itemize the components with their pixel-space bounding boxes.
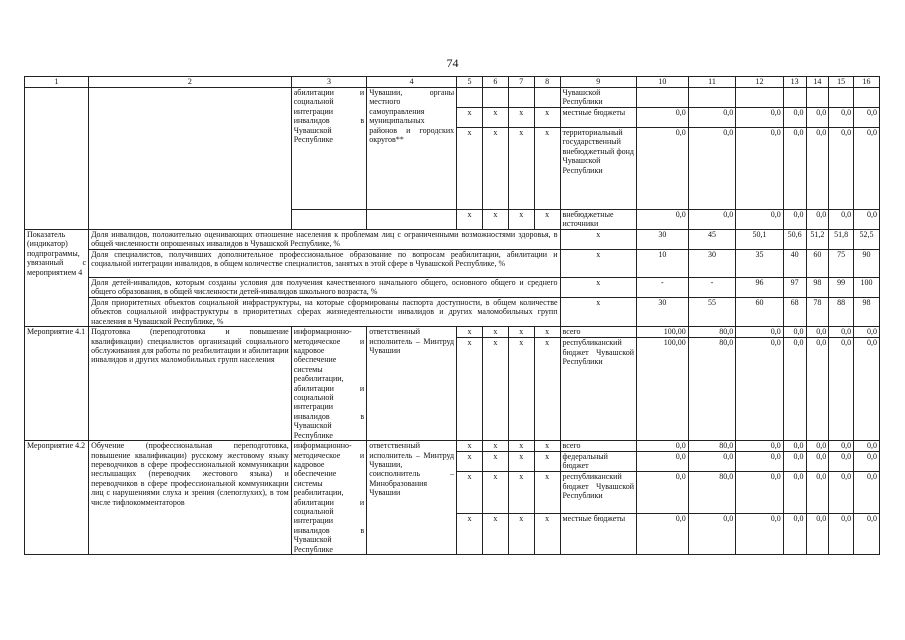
- value-cell: 0,0: [688, 128, 736, 210]
- funding-source: федеральный бюджет: [560, 451, 637, 472]
- value-cell: [688, 88, 736, 108]
- value-cell: 0,0: [829, 128, 854, 210]
- marker-cell: x: [534, 338, 560, 441]
- marker-cell: x: [534, 327, 560, 338]
- column-number-row: [25, 77, 880, 88]
- indicator-row: [25, 250, 880, 278]
- value-cell: 0,0: [854, 108, 880, 128]
- value-cell: 80,0: [688, 338, 736, 441]
- page-number: 74: [446, 56, 459, 70]
- indicator-value: 88: [829, 298, 854, 327]
- budget-table: [24, 76, 880, 555]
- indicator-text: Доля приоритетных объектов социальной инфраструктуры, на которые сформированы паспорта доступности, в общем количестве объектов социальной инфраструктуры в приоритетных сферах жизнедеятельности инвалидов и других маломобильных групп населения в Чувашской Республике, %: [89, 298, 560, 327]
- marker-cell: x: [534, 513, 560, 554]
- marker-cell: x: [534, 441, 560, 452]
- stub-empty: [25, 88, 89, 230]
- value-cell: [736, 88, 784, 108]
- marker-cell: x: [457, 441, 483, 452]
- marker-cell: x: [457, 338, 483, 441]
- funding-source: местные бюджеты: [560, 108, 637, 128]
- col-number: 1: [25, 77, 89, 88]
- col-number: 3: [291, 77, 366, 88]
- marker-cell: [457, 88, 483, 108]
- marker-cell: x: [534, 472, 560, 513]
- col-number: 15: [829, 77, 854, 88]
- value-cell: 0,0: [637, 472, 689, 513]
- indicator-value: 51,8: [829, 230, 854, 250]
- indicator-value: 45: [688, 230, 736, 250]
- value-cell: 0,0: [806, 451, 829, 472]
- indicator-value: 60: [736, 298, 784, 327]
- table-row: [25, 88, 880, 108]
- marker-cell: x: [508, 338, 534, 441]
- marker-cell: x: [508, 451, 534, 472]
- marker-cell: x: [508, 128, 534, 210]
- indicator-value: 52,5: [854, 230, 880, 250]
- value-cell: 0,0: [783, 108, 806, 128]
- marker-cell: [482, 88, 508, 108]
- value-cell: 0,0: [806, 108, 829, 128]
- indicator-text: Доля специалистов, получивших дополнительное профессиональное образование по вопросам реабилитации, абилитации и социальной интеграции инвалидов, в общем количестве специалистов, занятых в этой сфере в Чувашской Республике, %: [89, 250, 560, 278]
- funding-source: внебюджетные источники: [560, 210, 637, 230]
- marker-cell: [508, 88, 534, 108]
- col-number: 8: [534, 77, 560, 88]
- value-cell: 0,0: [829, 441, 854, 452]
- indicator-value: -: [688, 278, 736, 298]
- marker-cell: x: [508, 441, 534, 452]
- value-cell: 0,0: [829, 451, 854, 472]
- value-cell: 0,0: [736, 451, 784, 472]
- value-cell: 0,0: [736, 327, 784, 338]
- value-cell: 0,0: [829, 338, 854, 441]
- indicator-value: 78: [806, 298, 829, 327]
- measure-goal: информационно-методическое и кадровое обеспечение системы реабилитации, абилитации и социальной интеграции инвалидов в Чувашской Республике: [291, 327, 366, 441]
- indicator-value: 30: [637, 230, 689, 250]
- marker-cell: x: [560, 278, 637, 298]
- value-cell: 0,0: [736, 128, 784, 210]
- marker-cell: x: [482, 338, 508, 441]
- value-cell: 100,00: [637, 338, 689, 441]
- value-cell: 0,0: [637, 128, 689, 210]
- funding-source: республиканский бюджет Чувашской Республики: [560, 338, 637, 441]
- value-cell: 80,0: [688, 441, 736, 452]
- measure-row: [25, 441, 880, 452]
- marker-cell: x: [457, 108, 483, 128]
- value-cell: 0,0: [806, 210, 829, 230]
- indicator-row: [25, 298, 880, 327]
- value-cell: 0,0: [854, 472, 880, 513]
- col-number: 5: [457, 77, 483, 88]
- value-cell: 0,0: [854, 451, 880, 472]
- value-cell: 0,0: [854, 338, 880, 441]
- value-cell: 0,0: [688, 451, 736, 472]
- col-number: 4: [367, 77, 457, 88]
- indicator-value: 96: [736, 278, 784, 298]
- marker-cell: x: [457, 128, 483, 210]
- value-cell: 0,0: [783, 327, 806, 338]
- value-cell: 0,0: [637, 441, 689, 452]
- funding-source: Чувашской Республики: [560, 88, 637, 108]
- value-cell: 0,0: [806, 327, 829, 338]
- measure-label: Мероприятие 4.1: [25, 327, 89, 441]
- stub-empty: [89, 88, 292, 230]
- marker-cell: x: [508, 472, 534, 513]
- value-cell: 0,0: [783, 451, 806, 472]
- value-cell: 0,0: [829, 513, 854, 554]
- value-cell: 0,0: [806, 338, 829, 441]
- marker-cell: x: [534, 451, 560, 472]
- value-cell: 0,0: [637, 108, 689, 128]
- value-cell: 80,0: [688, 472, 736, 513]
- indicator-text: Доля инвалидов, положительно оценивающих отношение населения к проблемам лиц с ограниченными возможностями здоровья, в общей численности опрошенных инвалидов в Чувашской Республике, %: [89, 230, 560, 250]
- value-cell: 0,0: [736, 338, 784, 441]
- funding-source: местные бюджеты: [560, 513, 637, 554]
- indicator-value: 51,2: [806, 230, 829, 250]
- marker-cell: x: [457, 210, 483, 230]
- value-cell: 0,0: [783, 513, 806, 554]
- col-number: 6: [482, 77, 508, 88]
- marker-cell: x: [508, 327, 534, 338]
- indicator-value: 35: [736, 250, 784, 278]
- value-cell: 0,0: [736, 441, 784, 452]
- indicator-text: Доля детей-инвалидов, которым созданы условия для получения качественного начального общего, основного общего и среднего общего образования, в общей численности детей-инвалидов школьного возраста, %: [89, 278, 560, 298]
- value-cell: 0,0: [854, 128, 880, 210]
- indicator-value: 40: [783, 250, 806, 278]
- marker-cell: x: [560, 298, 637, 327]
- marker-cell: x: [457, 513, 483, 554]
- col-number: 2: [89, 77, 292, 88]
- col-number: 14: [806, 77, 829, 88]
- value-cell: 0,0: [854, 441, 880, 452]
- value-cell: 0,0: [806, 472, 829, 513]
- table-body: [25, 77, 880, 555]
- marker-cell: x: [508, 210, 534, 230]
- value-cell: 0,0: [688, 513, 736, 554]
- value-cell: 0,0: [688, 210, 736, 230]
- indicator-value: -: [637, 278, 689, 298]
- marker-cell: x: [560, 230, 637, 250]
- measure-name: Обучение (профессиональная переподготовка, повышение квалификации) русскому жестовому языку переводчиков в сфере профессиональной коммуникации неслышащих (переводчик жестового языка) и переводчиков в сфере профессиональной коммуникации лиц с нарушениями слуха и зрения (слепоглухих), в том числе тифлокомментаторов: [89, 441, 292, 555]
- marker-cell: x: [457, 451, 483, 472]
- measure-executor: ответственный исполнитель – Минтруд Чувашии: [367, 327, 457, 441]
- funding-source: всего: [560, 327, 637, 338]
- value-cell: 0,0: [783, 441, 806, 452]
- value-cell: [854, 88, 880, 108]
- marker-cell: x: [534, 108, 560, 128]
- measure-row: [25, 327, 880, 338]
- marker-cell: [534, 88, 560, 108]
- value-cell: 0,0: [637, 451, 689, 472]
- value-cell: 0,0: [637, 513, 689, 554]
- marker-cell: x: [457, 327, 483, 338]
- indicator-value: 30: [688, 250, 736, 278]
- value-cell: 0,0: [806, 441, 829, 452]
- value-cell: 0,0: [854, 210, 880, 230]
- value-cell: 0,0: [783, 128, 806, 210]
- value-cell: 0,0: [854, 327, 880, 338]
- marker-cell: x: [482, 327, 508, 338]
- marker-cell: x: [482, 210, 508, 230]
- value-cell: 0,0: [688, 108, 736, 128]
- value-cell: 0,0: [829, 108, 854, 128]
- value-cell: 0,0: [829, 327, 854, 338]
- value-cell: [637, 88, 689, 108]
- col-number: 16: [854, 77, 880, 88]
- col-number: 9: [560, 77, 637, 88]
- value-cell: 100,00: [637, 327, 689, 338]
- indicator-value: 75: [829, 250, 854, 278]
- indicator-value: 97: [783, 278, 806, 298]
- value-cell: 0,0: [829, 210, 854, 230]
- indicator-value: 90: [854, 250, 880, 278]
- measure-goal: информационно-методическое и кадровое обеспечение системы реабилитации, абилитации и социальной интеграции инвалидов в Чувашской Республике: [291, 441, 366, 555]
- indicator-value: 55: [688, 298, 736, 327]
- col-number: 12: [736, 77, 784, 88]
- marker-cell: x: [482, 451, 508, 472]
- value-cell: 0,0: [637, 210, 689, 230]
- value-cell: 0,0: [736, 210, 784, 230]
- funding-source: всего: [560, 441, 637, 452]
- indicator-value: 98: [854, 298, 880, 327]
- stub-empty: [291, 210, 366, 230]
- marker-cell: x: [534, 128, 560, 210]
- value-cell: 0,0: [829, 472, 854, 513]
- value-cell: [829, 88, 854, 108]
- indicator-value: 99: [829, 278, 854, 298]
- measure-label: Мероприятие 4.2: [25, 441, 89, 555]
- indicator-row: [25, 278, 880, 298]
- indicator-value: 68: [783, 298, 806, 327]
- marker-cell: x: [482, 441, 508, 452]
- marker-cell: x: [457, 472, 483, 513]
- value-cell: 0,0: [854, 513, 880, 554]
- value-cell: [783, 88, 806, 108]
- marker-cell: x: [508, 108, 534, 128]
- stub-empty: [367, 210, 457, 230]
- marker-cell: x: [560, 250, 637, 278]
- indicator-row: [25, 230, 880, 250]
- value-cell: 0,0: [783, 338, 806, 441]
- marker-cell: x: [534, 210, 560, 230]
- measure-name: Подготовка (переподготовка и повышение квалификации) специалистов организаций социального обслуживания для работы по реабилитации и абилитации инвалидов и других маломобильных групп населения: [89, 327, 292, 441]
- value-cell: 0,0: [783, 210, 806, 230]
- value-cell: 0,0: [736, 108, 784, 128]
- continued-executor: Чувашии, органы местного самоуправления муниципальных районов и городских округов**: [367, 88, 457, 210]
- funding-source: республиканский бюджет Чувашской Республики: [560, 472, 637, 513]
- indicator-label: Показатель (индикатор) подпрограммы, увязанный с мероприятием 4: [25, 230, 89, 327]
- value-cell: [806, 88, 829, 108]
- value-cell: 0,0: [806, 128, 829, 210]
- value-cell: 0,0: [806, 513, 829, 554]
- col-number: 10: [637, 77, 689, 88]
- value-cell: 80,0: [688, 327, 736, 338]
- indicator-value: 50,6: [783, 230, 806, 250]
- marker-cell: x: [482, 472, 508, 513]
- marker-cell: x: [482, 513, 508, 554]
- col-number: 11: [688, 77, 736, 88]
- measure-executor: ответственный исполнитель – Минтруд Чувашии, соисполнитель – Минобразования Чувашии: [367, 441, 457, 555]
- continued-goal: абилитации и социальной интеграции инвалидов в Чувашской Республике: [291, 88, 366, 210]
- marker-cell: x: [482, 108, 508, 128]
- indicator-value: 100: [854, 278, 880, 298]
- value-cell: 0,0: [783, 472, 806, 513]
- col-number: 13: [783, 77, 806, 88]
- indicator-value: 98: [806, 278, 829, 298]
- indicator-value: 60: [806, 250, 829, 278]
- indicator-value: 10: [637, 250, 689, 278]
- value-cell: 0,0: [736, 513, 784, 554]
- funding-source: территориальный государственный внебюджетный фонд Чувашской Республики: [560, 128, 637, 210]
- marker-cell: x: [508, 513, 534, 554]
- col-number: 7: [508, 77, 534, 88]
- indicator-value: 50,1: [736, 230, 784, 250]
- indicator-value: 30: [637, 298, 689, 327]
- marker-cell: x: [482, 128, 508, 210]
- value-cell: 0,0: [736, 472, 784, 513]
